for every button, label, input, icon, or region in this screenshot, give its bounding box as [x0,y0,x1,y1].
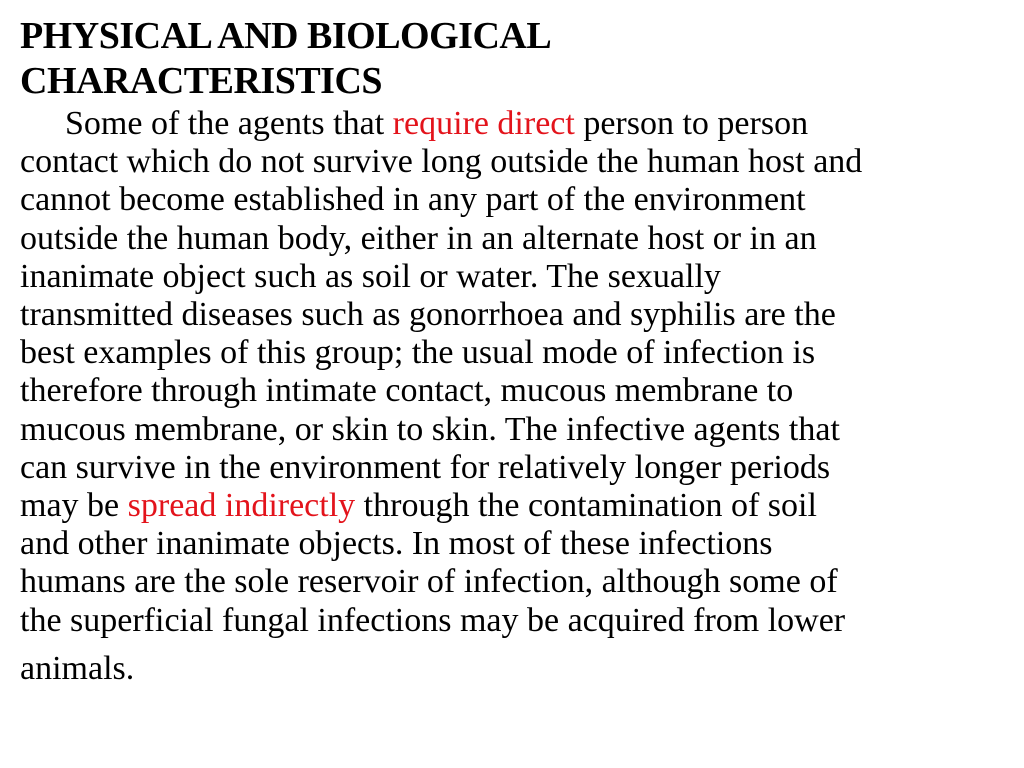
paragraph-line: therefore through intimate contact, mucous membrane to [20,372,794,410]
text-segment: through the contamination of soil [355,487,817,525]
paragraph-line [20,105,1010,143]
text-segment: person to person [574,105,809,142]
title-line-1: PHYSICAL AND BIOLOGICAL [20,15,552,57]
paragraph-line: outside the human body, either in an alternate host or in an [20,219,817,257]
paragraph-line: transmitted diseases such as gonorrhoea and syphilis are the [20,296,836,334]
paragraph-line [20,487,1010,525]
paragraph-line: inanimate object such as soil or water. The sexually [20,257,721,295]
paragraph-line: the superficial fungal infections may be acquired from lower [20,601,846,639]
paragraph-line: can survive in the environment for relatively longer periods [20,448,831,486]
highlighted-phrase: spread indirectly [127,487,356,525]
paragraph-line: cannot become established in any part of the environment [20,181,806,219]
title-line-2: CHARACTERISTICS [20,60,383,102]
page-title [20,14,1010,104]
highlighted-phrase: require direct [392,105,575,142]
paragraph-line: humans are the sole reservoir of infection, although some of [20,563,838,601]
paragraph-line: contact which do not survive long outside the human host and [20,143,863,181]
slide [20,14,1010,688]
paragraph-line: and other inanimate objects. In most of these infections [20,525,773,563]
paragraph-line: best examples of this group; the usual mode of infection is [20,334,816,372]
text-segment: Some of the agents that [65,105,393,142]
body-paragraph [20,105,1010,688]
text-segment: may be [20,487,128,525]
paragraph-line: animals. [20,649,135,687]
paragraph-line: mucous membrane, or skin to skin. The infective agents that [20,410,840,448]
